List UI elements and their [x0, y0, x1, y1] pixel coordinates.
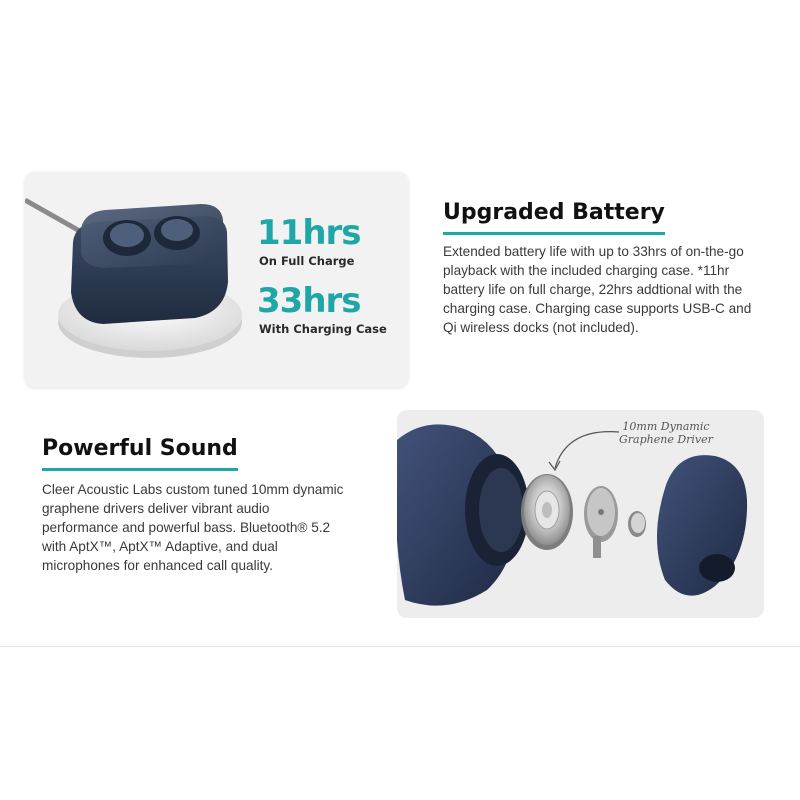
battery-description: Extended battery life with up to 33hrs of on-the-go playback with the included charging case. *11hr battery life on full charge, 22hrs addtional with the charging case. Charging case supports USB-C and Qi wireless docks (not included). [443, 244, 752, 335]
full-charge-label: On Full Charge [259, 254, 355, 268]
battery-heading-underline [443, 232, 665, 235]
battery-heading: Upgraded Battery [443, 200, 665, 225]
charging-case-illustration [25, 172, 408, 387]
earbud-right-icon [154, 216, 200, 250]
driver-callout-line1: 10mm Dynamic [622, 420, 710, 433]
sound-description: Cleer Acoustic Labs custom tuned 10mm dynamic graphene drivers deliver vibrant audio performance and powerful bass. Bluetooth® 5.2 with AptX™, AptX™ Adaptive, and dual microphones for enhanced call quality. [42, 482, 344, 573]
driver-callout [619, 420, 713, 446]
battery-image-card [25, 172, 408, 387]
section-divider [0, 646, 800, 647]
earbud-left-icon [103, 220, 151, 256]
ear-tip-icon [657, 455, 747, 595]
graphene-driver-icon [521, 474, 573, 550]
full-charge-value: 11hrs [257, 213, 361, 253]
charging-case-value: 33hrs [257, 281, 361, 321]
charging-case-stat [257, 281, 387, 336]
sound-heading: Powerful Sound [42, 436, 238, 461]
full-charge-stat [257, 213, 361, 268]
driver-coin-icon [628, 511, 646, 537]
earbud-shell-icon [397, 424, 529, 605]
sound-heading-underline [42, 468, 238, 471]
driver-image-card [397, 410, 764, 618]
driver-board-icon [584, 486, 618, 558]
driver-callout-line2: Graphene Driver [619, 433, 713, 446]
charging-case-label: With Charging Case [259, 322, 387, 336]
